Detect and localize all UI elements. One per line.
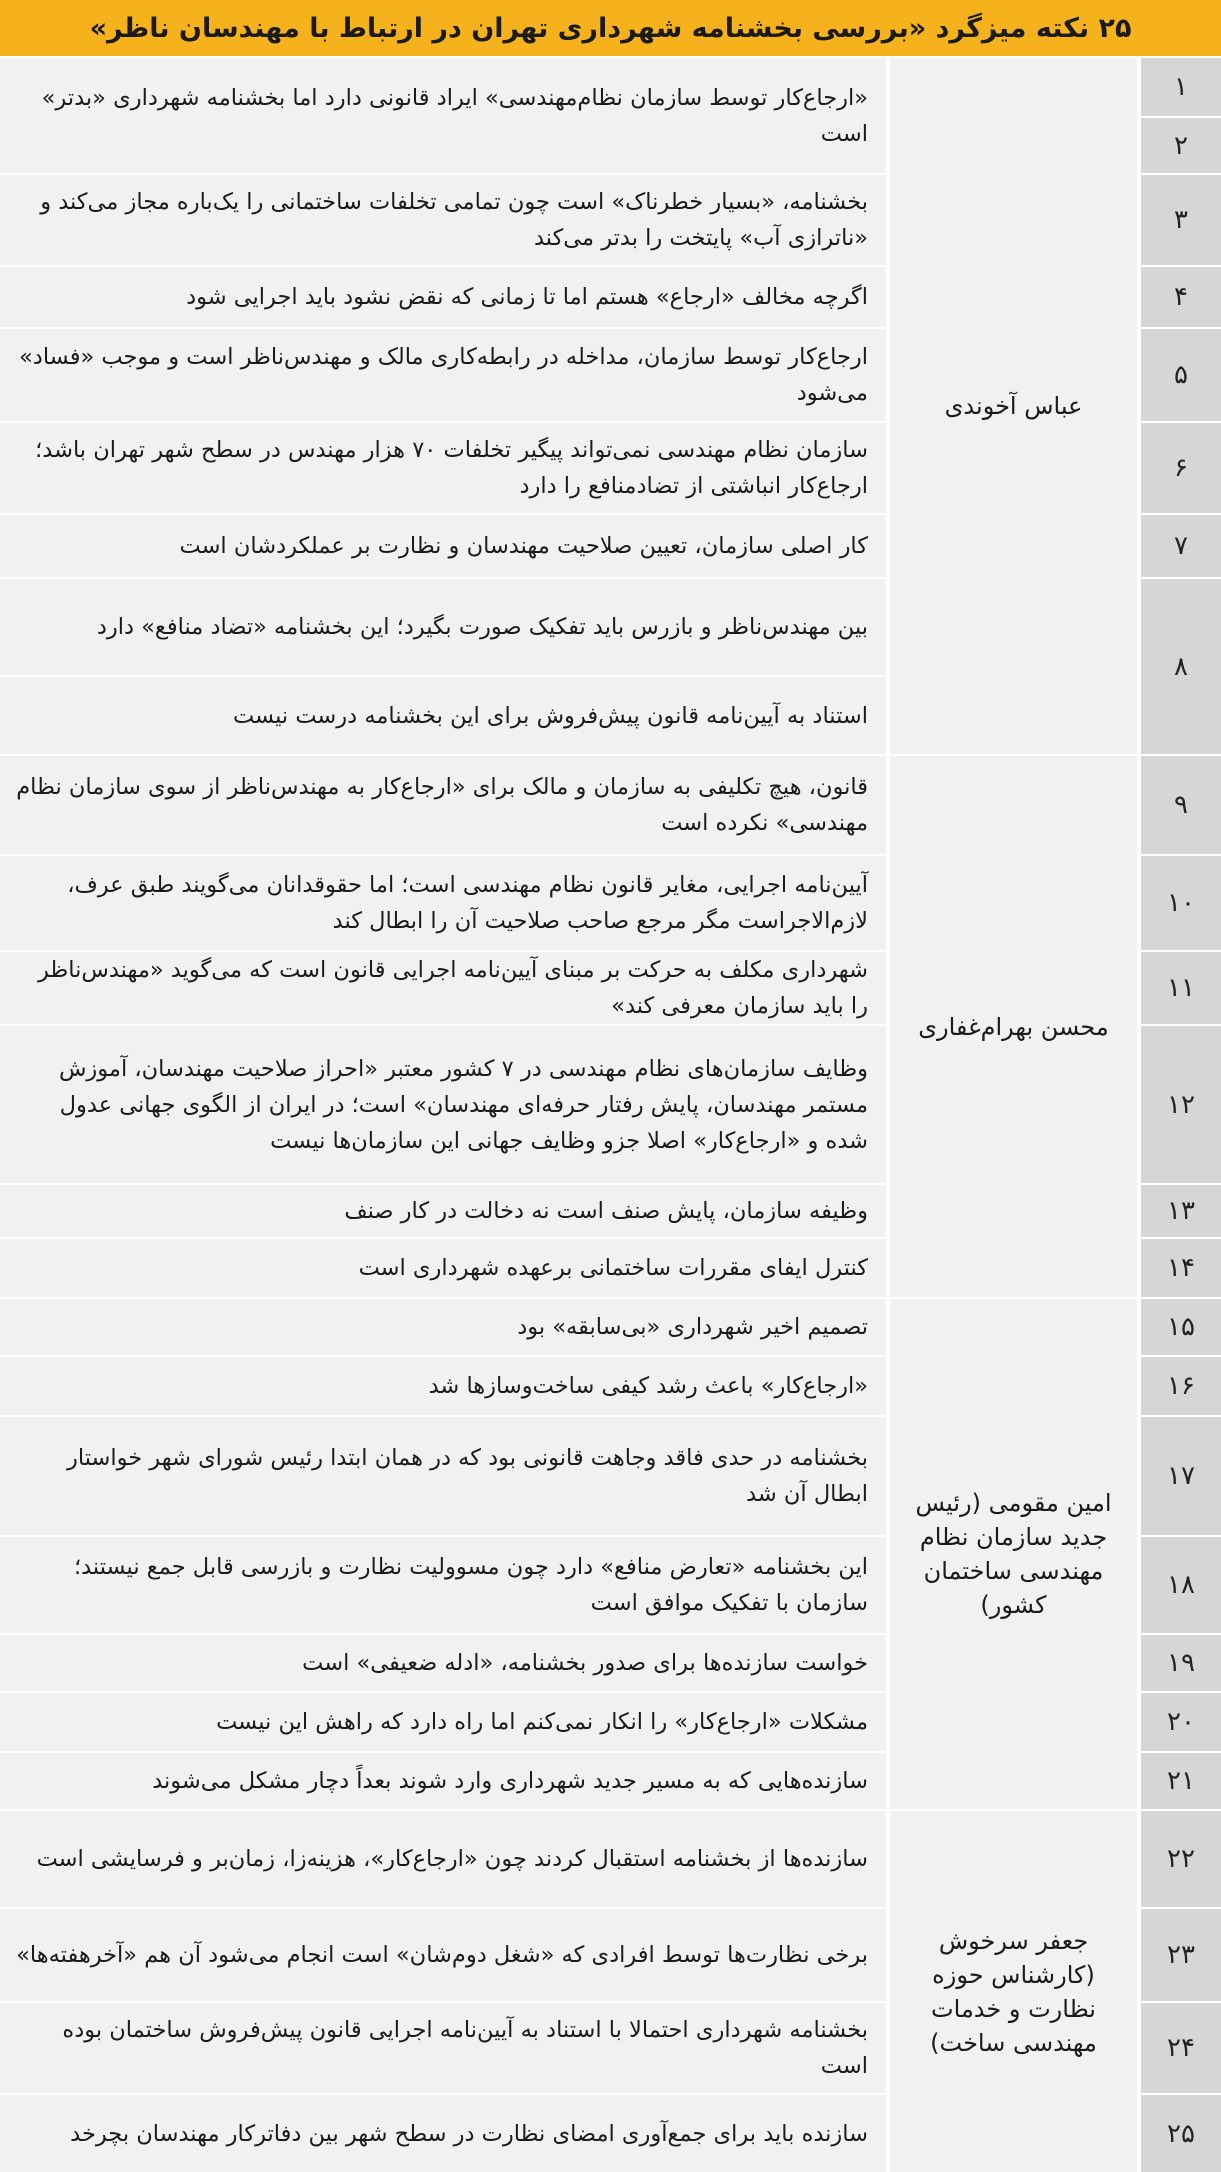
point-cell xyxy=(0,1811,886,1907)
point-number: ۵ xyxy=(1141,329,1221,421)
point-cell xyxy=(0,1635,886,1691)
point-text: سازنده باید برای جمع‌آوری امضای نظارت در سطح شهر بین دفاترکار مهندسان بچرخد xyxy=(70,2120,868,2147)
point-text: ارجاع‌کار توسط سازمان، مداخله در رابطه‌کاری مالک و مهندس‌ناظر است و موجب «فساد» می‌شود xyxy=(19,344,868,406)
point-number: ۶ xyxy=(1141,423,1221,513)
point-number: ۱۳ xyxy=(1141,1185,1221,1237)
point-text: بخشنامه شهرداری احتمالا با استناد به آیین‌نامه اجرایی قانون پیش‌فروش ساختمان بوده است xyxy=(62,2017,868,2079)
point-number: ۱۴ xyxy=(1141,1239,1221,1297)
point-number: ۱۹ xyxy=(1141,1635,1221,1691)
point-number: ۲۵ xyxy=(1141,2095,1221,2172)
point-cell xyxy=(0,423,886,513)
point-number: ۱۶ xyxy=(1141,1357,1221,1415)
point-cell xyxy=(0,2003,886,2093)
participant-name xyxy=(890,1299,1137,1809)
point-cell xyxy=(0,1693,886,1751)
point-number: ۱۰ xyxy=(1141,856,1221,950)
point-cell xyxy=(0,267,886,327)
point-text: شهرداری مکلف به حرکت بر مبنای آیین‌نامه اجرایی قانون است که می‌گوید «مهندس‌ناظر را باید سازمان معرفی کند» xyxy=(37,957,868,1019)
point-cell xyxy=(0,58,886,173)
point-number: ۷ xyxy=(1141,515,1221,577)
point-number: ۲ xyxy=(1141,118,1221,173)
point-number: ۱۱ xyxy=(1141,952,1221,1024)
point-cell xyxy=(0,175,886,265)
point-cell xyxy=(0,329,886,421)
point-text: بخشنامه در حدی فاقد وجاهت قانونی بود که در همان ابتدا رئیس شورای شهر خواستار ابطال آن شد xyxy=(66,1445,868,1507)
point-text: سازمان نظام مهندسی نمی‌تواند پیگیر تخلفات ۷۰ هزار مهندس در سطح شهر تهران باشد؛ ارجاع‌کار انباشتی از تضادمنافع را دارد xyxy=(35,437,868,499)
point-number: ۱۲ xyxy=(1141,1026,1221,1183)
point-number: ۲۱ xyxy=(1141,1753,1221,1809)
point-text: وظیفه سازمان، پایش صنف است نه دخالت در کار صنف xyxy=(344,1198,868,1224)
participant-name xyxy=(890,1811,1137,2172)
point-cell xyxy=(0,952,886,1024)
point-cell xyxy=(0,1299,886,1355)
point-text: آیین‌نامه اجرایی، مغایر قانون نظام مهندسی است؛ اما حقوقدانان می‌گویند طبق عرف، لازم‌الاجراست مگر مرجع صاحب صلاحیت آن را ابطال کند xyxy=(67,872,868,934)
point-text: تصمیم اخیر شهرداری «بی‌سابقه» بود xyxy=(517,1314,868,1340)
point-text: قانون، هیچ تکلیفی به سازمان و مالک برای «ارجاع‌کار به مهندس‌ناظر از سوی سازمان نظام مهندسی» نکرده است xyxy=(16,774,868,836)
point-cell xyxy=(0,579,886,675)
participant-name-text: امین مقومی (رئیس جدید سازمان نظام مهندسی ساختمان کشور) xyxy=(915,1489,1112,1619)
point-number: ۱۸ xyxy=(1141,1537,1221,1633)
points-table xyxy=(0,56,1221,2172)
point-cell xyxy=(0,677,886,754)
page-title: ۲۵ نکته میزگرد «بررسی بخشنامه شهرداری تهران در ارتباط با مهندسان ناظر» xyxy=(0,0,1221,56)
point-text: «ارجاع‌کار توسط سازمان نظام‌مهندسی» ایراد قانونی دارد اما بخشنامه شهرداری «بدتر» است xyxy=(41,84,868,147)
point-number: ۱۵ xyxy=(1141,1299,1221,1355)
point-number: ۱۷ xyxy=(1141,1417,1221,1535)
point-text: کنترل ایفای مقررات ساختمانی برعهده شهرداری است xyxy=(358,1255,868,1281)
point-cell xyxy=(0,1537,886,1633)
point-number: ۱ xyxy=(1141,58,1221,116)
point-text: بین مهندس‌ناظر و بازرس باید تفکیک صورت بگیرد؛ این بخشنامه «تضاد منافع» دارد xyxy=(96,614,868,640)
point-cell xyxy=(0,1909,886,2001)
point-text: استناد به آیین‌نامه قانون پیش‌فروش برای این بخشنامه درست نیست xyxy=(232,702,868,729)
point-number: ۲۰ xyxy=(1141,1693,1221,1751)
point-text: برخی نظارت‌ها توسط افرادی که «شغل دوم‌شان» است انجام می‌شود آن هم «آخرهفته‌ها» xyxy=(16,1942,868,1968)
point-cell xyxy=(0,1357,886,1415)
point-cell xyxy=(0,1417,886,1535)
point-number: ۲۲ xyxy=(1141,1811,1221,1907)
point-text: سازنده‌ها از بخشنامه استقبال کردند چون «ارجاع‌کار»، هزینه‌زا، زمان‌بر و فرسایشی است xyxy=(36,1846,868,1872)
participant-name-text: جعفر سرخوش (کارشناس حوزه نظارت و خدمات مهندسی ساخت) xyxy=(930,1926,1097,2057)
point-number: ۲۴ xyxy=(1141,2003,1221,2093)
point-cell xyxy=(0,1185,886,1237)
point-cell xyxy=(0,1753,886,1809)
point-cell xyxy=(0,856,886,950)
point-text: مشکلات «ارجاع‌کار» را انکار نمی‌کنم اما راه دارد که راهش این نیست xyxy=(216,1709,868,1735)
point-number: ۳ xyxy=(1141,175,1221,265)
point-number: ۸ xyxy=(1141,579,1221,754)
participant-name xyxy=(890,58,1137,754)
point-cell xyxy=(0,1239,886,1297)
point-text: بخشنامه، «بسیار خطرناک» است چون تمامی تخلفات ساختمانی را یک‌باره مجاز می‌کند و «ناترازی آب» پایتخت را بدتر می‌کند xyxy=(40,189,868,251)
point-cell xyxy=(0,756,886,854)
point-number: ۴ xyxy=(1141,267,1221,327)
participant-name-text: عباس آخوندی xyxy=(944,392,1083,420)
point-cell xyxy=(0,1026,886,1183)
participant-name-text: محسن بهرام‌غفاری xyxy=(918,1012,1109,1041)
point-number: ۲۳ xyxy=(1141,1909,1221,2001)
participant-name xyxy=(890,756,1137,1297)
point-number: ۹ xyxy=(1141,756,1221,854)
point-cell xyxy=(0,515,886,577)
point-text: «ارجاع‌کار» باعث رشد کیفی ساخت‌وسازها شد xyxy=(428,1373,868,1399)
point-text: کار اصلی سازمان، تعیین صلاحیت مهندسان و نظارت بر عملکردشان است xyxy=(179,533,868,559)
point-text: اگرچه مخالف «ارجاع» هستم اما تا زمانی که نقض نشود باید اجرایی شود xyxy=(186,284,868,310)
point-text: وظایف سازمان‌های نظام مهندسی در ۷ کشور معتبر «احراز صلاحیت مهندسان، آموزش مستمر مهندسان، پایش رفتار حرفه‌ای مهندسان» است؛ در ایران از الگوی جهانی عدول شده و «ارجاع‌کار» اصلا جزو وظایف جهانی این سازمان‌ها نیست xyxy=(58,1055,868,1154)
point-cell xyxy=(0,2095,886,2172)
point-text: سازنده‌هایی که به مسیر جدید شهرداری وارد شوند بعداً دچار مشکل می‌شوند xyxy=(152,1768,868,1794)
point-text: این بخشنامه «تعارض منافع» دارد چون مسوولیت نظارت و بازرسی قابل جمع نیستند؛ سازمان با تفکیک موافق است xyxy=(73,1554,868,1616)
point-text: خواست سازنده‌ها برای صدور بخشنامه، «ادله ضعیفی» است xyxy=(302,1650,868,1676)
